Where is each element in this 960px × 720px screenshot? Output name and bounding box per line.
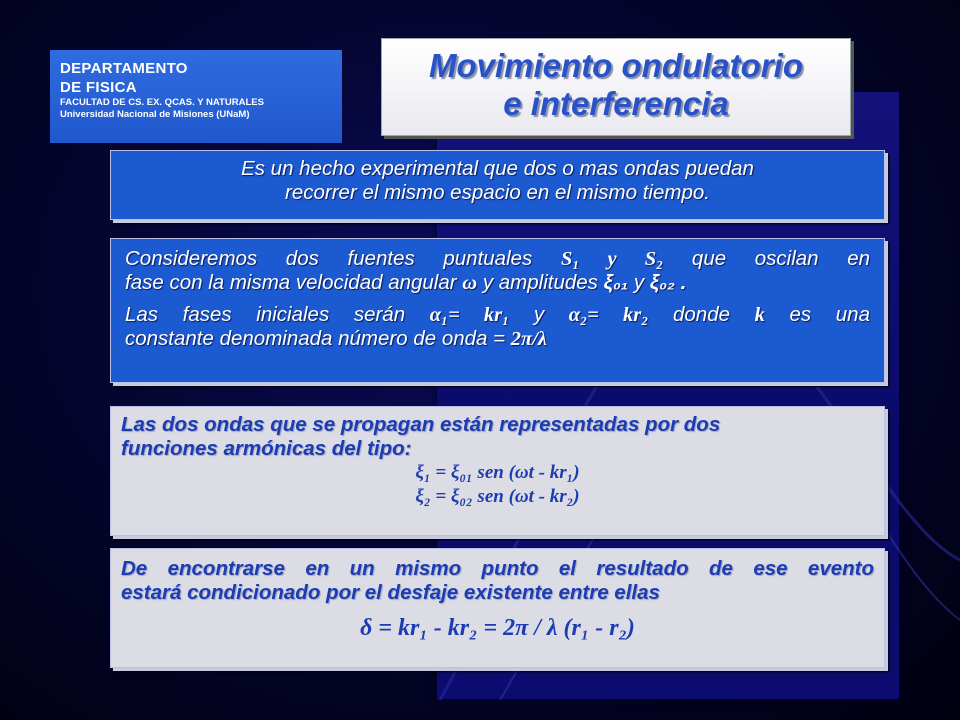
- wave-equation-1: ξ₁ = ξ₀₁ sen (ωt - kr₁): [415, 462, 580, 483]
- wave-number-symbol: k: [754, 304, 765, 326]
- result-box: [110, 548, 885, 668]
- intro-box: [110, 150, 885, 220]
- sources-symbols: S₁ y S₂: [560, 248, 664, 270]
- waves-line2: funciones armónicas del tipo:: [121, 437, 412, 460]
- department-label: DEPARTAMENTO: [60, 60, 188, 77]
- wave-equation-2: ξ₂ = ξ₀₂ sen (ωt - kr₂): [415, 486, 580, 507]
- department-logo-box: [50, 50, 342, 143]
- slide-title-line1: Movimiento ondulatorio: [429, 47, 803, 84]
- faculty-label: FACULTAD DE CS. EX. QCAS. Y NATURALES: [60, 97, 264, 108]
- result-line2: estará condicionado por el desfaje existente entre ellas: [121, 581, 660, 604]
- amplitude-1: ξ₀₁: [603, 271, 629, 294]
- sources-box: [110, 238, 885, 383]
- university-label: Universidad Nacional de Misiones (UNaM): [60, 109, 250, 120]
- slide-title-box: [381, 38, 851, 136]
- sources-line3: Las fases iniciales serán α₁= kr₁ y α₂= kr₂ donde k es una: [125, 303, 870, 326]
- phase-1: α₁= kr₁: [429, 304, 510, 326]
- sources-line2: fase con la misma velocidad angular ω y amplitudes ξ₀₁ y ξ₀₂ .: [125, 271, 687, 294]
- waves-line1: Las dos ondas que se propagan están representadas por dos: [121, 413, 721, 436]
- waves-box: [110, 406, 885, 536]
- phase-difference-equation: δ = kr₁ - kr₂ = 2π / λ (r₁ - r₂): [360, 615, 635, 641]
- omega-symbol: ω: [462, 272, 478, 294]
- sources-line4: constante denominada número de onda = 2π/λ: [125, 327, 548, 350]
- department-name: DE FISICA: [60, 79, 137, 96]
- amplitude-2: ξ₀₂ .: [649, 271, 687, 294]
- wave-number-value: 2π/λ: [510, 328, 548, 350]
- phase-2: α₂= kr₂: [568, 304, 649, 326]
- slide-title-line2: e interferencia: [503, 85, 729, 122]
- result-line1: De encontrarse en un mismo punto el resultado de ese evento: [121, 557, 874, 580]
- intro-line1: Es un hecho experimental que dos o mas ondas puedan: [241, 157, 754, 180]
- sources-line1: Consideremos dos fuentes puntuales S₁ y S₂ que oscilan en: [125, 247, 871, 270]
- intro-line2: recorrer el mismo espacio en el mismo tiempo.: [285, 181, 710, 204]
